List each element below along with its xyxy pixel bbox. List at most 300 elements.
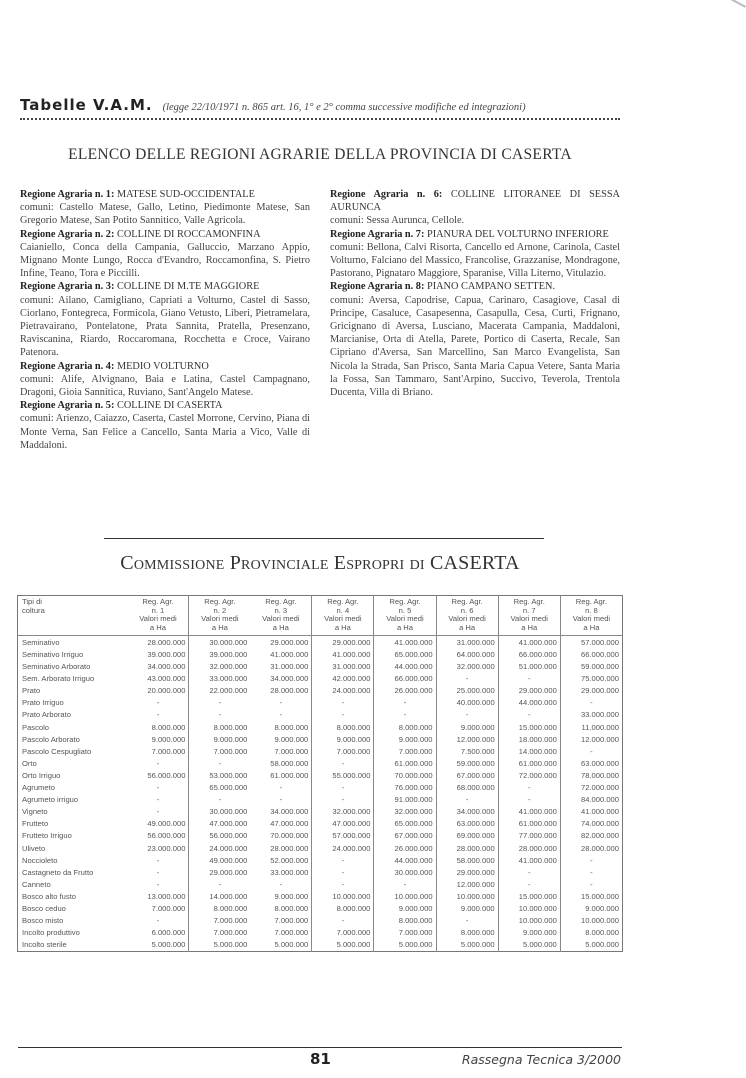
value-cell: 7.000.000 — [151, 746, 186, 756]
value-cell: 56.000.000 — [189, 830, 250, 842]
value-cell: 5.000.000 — [374, 939, 436, 952]
value-cell: 28.000.000 — [147, 637, 186, 647]
footer-divider — [18, 1047, 622, 1048]
section-subtitle: (legge 22/10/1971 n. 865 art. 16, 1° e 2° comma successive modifiche ed integrazioni) — [162, 102, 526, 113]
header-region-1: Reg. Agr. n. 1 Valori medi a Ha — [127, 596, 188, 636]
value-cell: 41.000.000 — [374, 636, 436, 649]
region-name: PIANO CAMPANO SETTEN. — [426, 281, 556, 293]
value-cell: 7.000.000 — [274, 746, 309, 756]
crop-type-cell: Bosco ceduo — [22, 903, 66, 913]
value-cell: - — [560, 866, 622, 878]
crop-type-cell: Orto Irriguo — [22, 770, 61, 780]
value-cell: - — [312, 782, 374, 794]
value-cell: 29.000.000 — [560, 685, 622, 697]
header-region-4: Reg. Agr. n. 4 Valori medi a Ha — [312, 596, 374, 636]
value-cell: 66.000.000 — [498, 648, 560, 660]
value-cell: 7.000.000 — [374, 745, 436, 757]
value-cell: - — [436, 709, 498, 721]
value-cell: 8.000.000 — [312, 902, 374, 914]
value-cell: 7.000.000 — [374, 927, 436, 939]
value-cell: - — [279, 698, 283, 708]
value-cell: - — [312, 709, 374, 721]
table-body — [18, 636, 623, 951]
region-name: COLLINE DI ROCCAMONFINA — [116, 228, 261, 240]
value-cell: 10.000.000 — [498, 902, 560, 914]
value-cell: - — [156, 698, 160, 708]
value-cell: 34.000.000 — [270, 674, 309, 684]
value-cell: 34.000.000 — [147, 662, 186, 672]
value-cell: 61.000.000 — [498, 757, 560, 769]
value-cell: 58.000.000 — [436, 854, 498, 866]
value-cell: 7.000.000 — [189, 915, 250, 927]
value-cell: 10.000.000 — [560, 915, 622, 927]
value-cell: 69.000.000 — [436, 830, 498, 842]
value-cell: 43.000.000 — [147, 674, 186, 684]
table-row — [18, 733, 623, 745]
crop-type-cell: Pascolo Cespugliato — [22, 746, 92, 756]
value-cell: 8.000.000 — [274, 903, 309, 913]
value-cell: 63.000.000 — [436, 818, 498, 830]
value-cell: 7.000.000 — [274, 928, 309, 938]
section-divider — [104, 538, 544, 539]
value-cell: 29.000.000 — [436, 866, 498, 878]
header-region-2: Reg. Agr. n. 2 Valori medi a Ha — [189, 596, 250, 636]
region-entry — [20, 360, 310, 400]
value-cell: 61.000.000 — [374, 757, 436, 769]
value-cell: 28.000.000 — [270, 843, 309, 853]
value-cell: 28.000.000 — [436, 842, 498, 854]
value-cell: 24.000.000 — [312, 685, 374, 697]
value-cell: 20.000.000 — [147, 686, 186, 696]
value-cell: 22.000.000 — [189, 685, 250, 697]
value-cell: - — [156, 916, 160, 926]
value-cell: 66.000.000 — [374, 673, 436, 685]
region-label: Regione Agraria n. 5: — [20, 400, 115, 412]
table-row — [18, 927, 623, 939]
value-cell: - — [560, 697, 622, 709]
value-cell: 8.000.000 — [374, 721, 436, 733]
table-row — [18, 818, 623, 830]
value-cell: 67.000.000 — [374, 830, 436, 842]
value-cell: 32.000.000 — [312, 806, 374, 818]
value-cell: 78.000.000 — [560, 769, 622, 781]
header-region-7: Reg. Agr. n. 7 Valori medi a Ha — [498, 596, 560, 636]
value-cell: 5.000.000 — [312, 939, 374, 952]
value-cell: - — [436, 673, 498, 685]
region-label: Regione Agraria n. 2: — [20, 228, 115, 240]
value-cell: 64.000.000 — [436, 648, 498, 660]
value-cell: 41.000.000 — [312, 648, 374, 660]
value-cell: - — [560, 854, 622, 866]
table-row — [18, 902, 623, 914]
dotted-divider — [20, 118, 620, 120]
value-cell: 28.000.000 — [498, 842, 560, 854]
value-cell: 5.000.000 — [189, 939, 250, 952]
value-cell: 47.000.000 — [270, 819, 309, 829]
value-cell: 7.500.000 — [436, 745, 498, 757]
region-comuni: Caianiello, Conca della Campania, Galluccio, Marzano Appio, Mignano Monte Lungo, Rocca d'Evandro, Roccamonfina, S. Pietro Infine, Teano, Tora e Piccilli. — [20, 241, 310, 280]
region-entry — [20, 188, 310, 228]
value-cell: 28.000.000 — [270, 686, 309, 696]
value-cell: 32.000.000 — [436, 661, 498, 673]
header-crop-type: Tipi di coltura — [18, 596, 128, 636]
value-cell: 76.000.000 — [374, 782, 436, 794]
value-cell: 8.000.000 — [189, 721, 250, 733]
crop-type-cell: Vigneto — [22, 807, 48, 817]
region-entry — [20, 228, 310, 281]
value-cell: 70.000.000 — [270, 831, 309, 841]
value-cell: - — [560, 745, 622, 757]
table-row — [18, 782, 623, 794]
value-cell: - — [312, 866, 374, 878]
value-cell: 14.000.000 — [189, 890, 250, 902]
crop-type-cell: Noccioleto — [22, 855, 58, 865]
value-cell: 72.000.000 — [560, 782, 622, 794]
table-row — [18, 745, 623, 757]
value-cell: 75.000.000 — [560, 673, 622, 685]
value-cell: 66.000.000 — [560, 648, 622, 660]
value-cell: - — [436, 794, 498, 806]
value-cell: - — [312, 794, 374, 806]
region-name: COLLINE DI CASERTA — [116, 400, 223, 412]
value-cell: 41.000.000 — [270, 650, 309, 660]
value-cell: 31.000.000 — [312, 661, 374, 673]
crop-type-cell: Agrumeto — [22, 783, 55, 793]
table-row — [18, 697, 623, 709]
table-row — [18, 721, 623, 733]
value-cell: - — [312, 878, 374, 890]
value-cell: - — [156, 867, 160, 877]
value-cell: - — [498, 878, 560, 890]
value-cell: 9.000.000 — [189, 733, 250, 745]
value-cell: 15.000.000 — [498, 890, 560, 902]
value-cell: 47.000.000 — [189, 818, 250, 830]
value-cell: 29.000.000 — [498, 685, 560, 697]
regions-column-left — [20, 188, 310, 452]
regions-column-right — [330, 188, 620, 452]
value-cell: 10.000.000 — [498, 915, 560, 927]
value-cell: 8.000.000 — [151, 722, 186, 732]
value-cell: 24.000.000 — [189, 842, 250, 854]
value-cell: 14.000.000 — [498, 745, 560, 757]
value-cell: 44.000.000 — [374, 854, 436, 866]
value-cell: 59.000.000 — [560, 661, 622, 673]
value-cell: - — [498, 866, 560, 878]
value-cell: - — [374, 697, 436, 709]
value-cell: 25.000.000 — [436, 685, 498, 697]
value-cell: 7.000.000 — [312, 745, 374, 757]
value-cell: 13.000.000 — [147, 891, 186, 901]
value-cell: - — [279, 783, 283, 793]
value-cell: 42.000.000 — [312, 673, 374, 685]
region-label: Regione Agraria n. 1: — [20, 189, 115, 200]
value-cell: 8.000.000 — [374, 915, 436, 927]
region-comuni: comuni: Sessa Aurunca, Cellole. — [330, 215, 465, 227]
value-cell: 9.000.000 — [560, 902, 622, 914]
value-cell: 53.000.000 — [189, 769, 250, 781]
value-cell: 41.000.000 — [498, 636, 560, 649]
crop-type-cell: Orto — [22, 758, 37, 768]
value-cell: 5.000.000 — [436, 939, 498, 952]
value-cell: 59.000.000 — [436, 757, 498, 769]
table-row — [18, 842, 623, 854]
value-cell: 26.000.000 — [374, 842, 436, 854]
value-cell: 52.000.000 — [270, 855, 309, 865]
value-cell: - — [189, 794, 250, 806]
value-cell: 6.000.000 — [151, 928, 186, 938]
value-cell: 8.000.000 — [189, 902, 250, 914]
value-cell: 5.000.000 — [274, 940, 309, 950]
value-cell: 67.000.000 — [436, 769, 498, 781]
value-cell: 7.000.000 — [189, 927, 250, 939]
value-cell: 12.000.000 — [436, 878, 498, 890]
value-cell: - — [498, 794, 560, 806]
header-region-6: Reg. Agr. n. 6 Valori medi a Ha — [436, 596, 498, 636]
value-cell: 61.000.000 — [498, 818, 560, 830]
region-entry — [20, 399, 310, 452]
value-cell: 70.000.000 — [374, 769, 436, 781]
value-cell: 72.000.000 — [498, 769, 560, 781]
value-cell: 30.000.000 — [374, 866, 436, 878]
value-cell: 49.000.000 — [189, 854, 250, 866]
value-cell: - — [279, 795, 283, 805]
value-cell: 31.000.000 — [270, 662, 309, 672]
value-cell: - — [156, 783, 160, 793]
region-name: COLLINE DI M.TE MAGGIORE — [116, 281, 260, 293]
value-cell: 41.000.000 — [560, 806, 622, 818]
value-cell: - — [498, 782, 560, 794]
region-name: MATESE SUD-OCCIDENTALE — [116, 189, 255, 200]
value-cell: 9.000.000 — [498, 927, 560, 939]
value-cell: 9.000.000 — [274, 734, 309, 744]
crop-type-cell: Seminativo Arborato — [22, 662, 91, 672]
value-cell: - — [279, 879, 283, 889]
page-header — [20, 96, 620, 120]
crop-type-cell: Bosco misto — [22, 916, 64, 926]
regions-columns — [20, 188, 620, 452]
table-title: Commissione Provinciale Espropri di CASERTA — [120, 552, 520, 574]
value-cell: - — [156, 879, 160, 889]
value-cell: - — [374, 709, 436, 721]
crop-type-cell: Canneto — [22, 879, 51, 889]
value-cell: 39.000.000 — [147, 650, 186, 660]
table-row — [18, 673, 623, 685]
region-name: PIANURA DEL VOLTURNO INFERIORE — [426, 228, 609, 240]
value-cell: 8.000.000 — [436, 927, 498, 939]
value-cell: - — [156, 795, 160, 805]
value-cell: 12.000.000 — [436, 733, 498, 745]
value-cell: - — [189, 757, 250, 769]
value-cell: - — [189, 709, 250, 721]
value-cell: - — [312, 854, 374, 866]
crop-type-cell: Sem. Arborato Irriguo — [22, 674, 95, 684]
value-cell: 55.000.000 — [312, 769, 374, 781]
region-comuni: comuni: Alife, Alvignano, Baia e Latina, Castel Campagnano, Dragoni, Gioia Sannitica, Ruviano, Sant'Angelo Matese. — [20, 373, 310, 399]
value-cell: 51.000.000 — [498, 661, 560, 673]
value-cell: 9.000.000 — [436, 902, 498, 914]
header-region-3: Reg. Agr. n. 3 Valori medi a Ha — [250, 596, 311, 636]
crop-type-cell: Prato — [22, 686, 41, 696]
value-cell: - — [189, 878, 250, 890]
table-row — [18, 890, 623, 902]
table-row — [18, 939, 623, 952]
value-cell: 33.000.000 — [270, 867, 309, 877]
value-cell: 68.000.000 — [436, 782, 498, 794]
table-row — [18, 636, 623, 649]
value-cell: 49.000.000 — [147, 819, 186, 829]
value-cell: 8.000.000 — [312, 721, 374, 733]
value-cell: 10.000.000 — [374, 890, 436, 902]
table-row — [18, 806, 623, 818]
value-cell: 5.000.000 — [151, 940, 186, 950]
value-cell: 56.000.000 — [147, 831, 186, 841]
table-row — [18, 915, 623, 927]
table-row — [18, 709, 623, 721]
value-cell: 57.000.000 — [560, 636, 622, 649]
journal-name: Rassegna Tecnica 3/2000 — [461, 1052, 621, 1067]
value-cell: - — [312, 757, 374, 769]
table-row — [18, 661, 623, 673]
region-comuni: comuni: Arienzo, Caiazzo, Caserta, Castel Morrone, Cervino, Piana di Monte Verna, San Felice a Cancello, Santa Maria a Vico, Valle di Maddaloni. — [20, 413, 310, 451]
value-cell: 29.000.000 — [312, 636, 374, 649]
crop-type-cell: Seminativo — [22, 637, 60, 647]
value-cell: 32.000.000 — [189, 661, 250, 673]
section-title: Tabelle V.A.M. — [20, 96, 153, 114]
region-entry — [330, 228, 620, 281]
value-cell: 7.000.000 — [189, 745, 250, 757]
value-cell: - — [279, 710, 283, 720]
value-cell: 30.000.000 — [189, 806, 250, 818]
region-entry — [20, 280, 310, 359]
regions-list-title: ELENCO DELLE REGIONI AGRARIE DELLA PROVINCIA DI CASERTA — [68, 146, 572, 163]
crop-type-cell: Pascolo Arborato — [22, 734, 80, 744]
page-number: 81 — [310, 1050, 331, 1068]
value-cell: 9.000.000 — [374, 902, 436, 914]
table-header-row — [18, 596, 623, 636]
value-cell: 39.000.000 — [189, 648, 250, 660]
value-cell: 41.000.000 — [498, 806, 560, 818]
value-cell: 33.000.000 — [189, 673, 250, 685]
crop-type-cell: Seminativo Irriguo — [22, 650, 84, 660]
region-name: COLLINE LITORANEE DI SESSA AURUNCA — [330, 189, 620, 214]
value-cell: 57.000.000 — [312, 830, 374, 842]
values-table — [17, 595, 623, 952]
value-cell: 8.000.000 — [274, 722, 309, 732]
value-cell: 7.000.000 — [151, 903, 186, 913]
value-cell: 65.000.000 — [374, 648, 436, 660]
value-cell: 44.000.000 — [498, 697, 560, 709]
region-comuni: comuni: Castello Matese, Gallo, Letino, Piedimonte Matese, San Gregorio Matese, San Potito Sannitico, Valle Agricola. — [20, 202, 310, 227]
value-cell: 31.000.000 — [436, 636, 498, 649]
table-row — [18, 769, 623, 781]
value-cell: 74.000.000 — [560, 818, 622, 830]
region-label: Regione Agraria n. 7: — [330, 228, 425, 240]
value-cell: 5.000.000 — [498, 939, 560, 952]
value-cell: 30.000.000 — [189, 636, 250, 649]
value-cell: 84.000.000 — [560, 794, 622, 806]
value-cell: 7.000.000 — [274, 916, 309, 926]
table-row — [18, 757, 623, 769]
crop-type-cell: Pascolo — [22, 722, 50, 732]
value-cell: 12.000.000 — [560, 733, 622, 745]
crop-type-cell: Frutteto Irriguo — [22, 831, 72, 841]
crop-type-cell: Prato Irriguo — [22, 698, 64, 708]
crop-type-cell: Frutteto — [22, 819, 49, 829]
region-entry — [330, 188, 620, 228]
table-row — [18, 854, 623, 866]
value-cell: 10.000.000 — [436, 890, 498, 902]
value-cell: 91.000.000 — [374, 794, 436, 806]
value-cell: 34.000.000 — [436, 806, 498, 818]
value-cell: 40.000.000 — [436, 697, 498, 709]
value-cell: 33.000.000 — [560, 709, 622, 721]
region-label: Regione Agraria n. 6: — [330, 189, 443, 200]
crop-type-cell: Incolto sterile — [22, 940, 67, 950]
value-cell: 58.000.000 — [270, 758, 309, 768]
scan-corner-mark — [719, 0, 746, 8]
region-comuni: comuni: Bellona, Calvi Risorta, Cancello ed Arnone, Carinola, Castel Volturno, Falciano del Massico, Francolise, Grazzanise, Mondragone, Pastorano, Pignataro Maggiore, Sparanise, Villa Literno, Vitulazio. — [330, 241, 620, 280]
value-cell: - — [156, 807, 160, 817]
value-cell: 9.000.000 — [151, 734, 186, 744]
region-label: Regione Agraria n. 3: — [20, 281, 115, 293]
header-region-5: Reg. Agr. n. 5 Valori medi a Ha — [374, 596, 436, 636]
value-cell: 9.000.000 — [436, 721, 498, 733]
value-cell: 18.000.000 — [498, 733, 560, 745]
crop-type-cell: Prato Arborato — [22, 710, 71, 720]
value-cell: 47.000.000 — [312, 818, 374, 830]
value-cell: 7.000.000 — [312, 927, 374, 939]
value-cell: 11.000.000 — [560, 721, 622, 733]
value-cell: 9.000.000 — [312, 733, 374, 745]
header-region-8: Reg. Agr. n. 8 Valori medi a Ha — [560, 596, 622, 636]
region-label: Regione Agraria n. 8: — [330, 281, 425, 293]
value-cell: 56.000.000 — [147, 770, 186, 780]
value-cell: - — [498, 709, 560, 721]
value-cell: 34.000.000 — [270, 807, 309, 817]
value-cell: 23.000.000 — [147, 843, 186, 853]
value-cell: 9.000.000 — [374, 733, 436, 745]
value-cell: 28.000.000 — [560, 842, 622, 854]
value-cell: 29.000.000 — [189, 866, 250, 878]
value-cell: 26.000.000 — [374, 685, 436, 697]
crop-type-cell: Incolto produttivo — [22, 928, 80, 938]
value-cell: - — [189, 697, 250, 709]
region-comuni: comuni: Ailano, Camigliano, Capriati a Volturno, Castel di Sasso, Ciorlano, Fontegreca, Formicola, Giano Vetusto, Liberi, Pietramelara, Pietravairano, Pontelatone, Prata Sannita, Pratella, Presenzano, Raviscanina, Riardo, Roccaromana, Rocchetta e Croce, Vairano Patenora. — [20, 294, 310, 359]
value-cell: - — [156, 758, 160, 768]
value-cell: - — [156, 710, 160, 720]
value-cell: 41.000.000 — [498, 854, 560, 866]
crop-type-cell: Uliveto — [22, 843, 46, 853]
value-cell: 24.000.000 — [312, 842, 374, 854]
table-row — [18, 830, 623, 842]
value-cell: 32.000.000 — [374, 806, 436, 818]
region-name: MEDIO VOLTURNO — [116, 360, 209, 372]
value-cell: - — [312, 697, 374, 709]
value-cell: - — [312, 915, 374, 927]
value-cell: 29.000.000 — [270, 637, 309, 647]
value-cell: 15.000.000 — [498, 721, 560, 733]
value-cell: 44.000.000 — [374, 661, 436, 673]
value-cell: - — [560, 878, 622, 890]
value-cell: - — [374, 878, 436, 890]
crop-type-cell: Agrumeto irriguo — [22, 795, 79, 805]
value-cell: 65.000.000 — [189, 782, 250, 794]
table-row — [18, 866, 623, 878]
value-cell: - — [436, 915, 498, 927]
value-cell: 63.000.000 — [560, 757, 622, 769]
value-cell: - — [498, 673, 560, 685]
value-cell: 61.000.000 — [270, 770, 309, 780]
